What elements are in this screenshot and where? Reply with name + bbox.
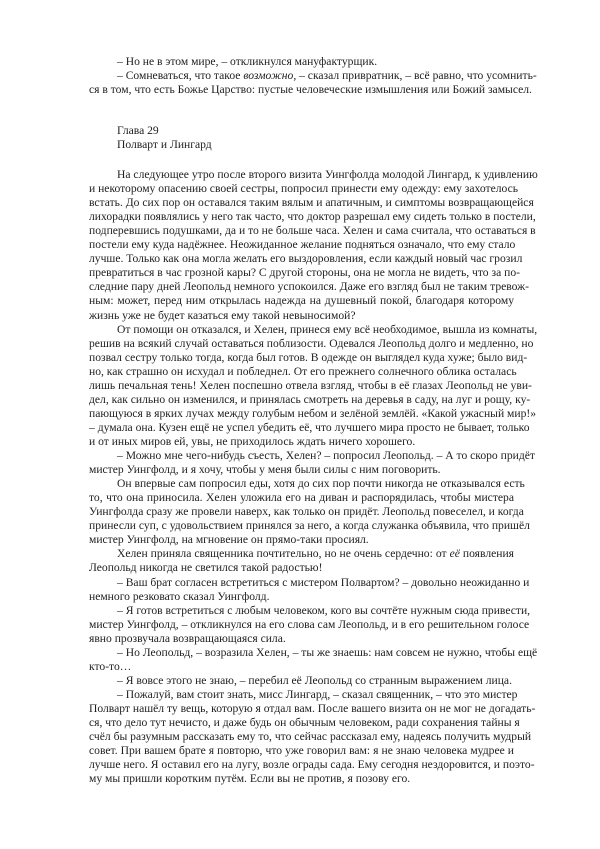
text-line: ся в том, что есть Божье Царство: пустые человеческие измышления или Божий замысел. bbox=[89, 83, 532, 96]
text-before-italic: – Сомневаться, что такое bbox=[117, 69, 244, 82]
chapter-title: Полварт и Лингард bbox=[117, 138, 212, 151]
text-line: лучше него. Я оставил его на лугу, возле ограды сада. Ему сегодня нездоровится, и поэто- bbox=[89, 758, 535, 772]
text-line: Леопольд никогда не светился такой радостью! bbox=[89, 561, 323, 575]
text-line: – Можно мне чего-нибудь съесть, Хелен? – попросил Леопольд. – А то скоро придёт bbox=[117, 449, 535, 462]
text-line: решив на всякий случай оставаться поблизости. Одевался Леопольд долго и медленно, но bbox=[89, 336, 534, 350]
text-line: дел, как сильно он изменился, и принялась смотреть на деревья в саду, на луг и рощу, ку- bbox=[89, 392, 531, 406]
text-line: На следующее утро после второго визита Уингфолда молодой Лингард, к удивлению bbox=[117, 168, 538, 181]
text-line: лишь печальная тень! Хелен поспешно отвела взгляд, чтобы в её глазах Леопольд не уви- bbox=[89, 378, 532, 392]
text-line: явно прозвучала возвращающаяся сила. bbox=[89, 631, 286, 645]
text-line: му мы пришли коротким путём. Если вы не против, я позову его. bbox=[89, 772, 411, 786]
text-line: превратиться в час грозной кары? С другой стороны, она не могла не видеть, что за по- bbox=[89, 266, 520, 280]
text-line: позвал сестру только тогда, когда был готов. В одежде он выглядел куда хуже; было вид- bbox=[89, 350, 528, 364]
text-line: подперевшись подушками, да и то не больше часа. Хелен и сама считала, что оставаться в bbox=[89, 224, 536, 238]
text-line: следние пару дней Леопольд немного успокоился. Даже его взгляд был не таким тревож- bbox=[89, 280, 530, 294]
text-line: – Но Леопольд, – возразила Хелен, – ты же знаешь: нам совсем не нужно, чтобы ещё bbox=[117, 645, 538, 659]
text-line bbox=[117, 69, 537, 83]
text-line: мистер Уингфолд, на мгновение он прямо-таки просиял. bbox=[89, 533, 369, 547]
text-line: мистер Уингфолд, – откликнулся на его слова сам Леопольд, и в его решительном голосе bbox=[89, 617, 530, 631]
text-line: лихорадки появлялись у него так часто, что доктор разрешал ему сидеть только в постели, bbox=[89, 210, 536, 224]
text-line: – Ваш брат согласен встретиться с мистером Полвартом? – довольно неожиданно и bbox=[117, 575, 530, 589]
text-line: но, как страшно он исхудал и побледнел. От его прежнего солнечного облика осталась bbox=[89, 364, 517, 378]
text-line: немного резковато сказал Уингфолд. bbox=[89, 589, 270, 603]
text-line: жизнь уже не будет казаться ему такой невыносимой? bbox=[89, 308, 356, 322]
italic-word: возможно bbox=[243, 69, 294, 82]
text-line: совет. При вашем брате я повторю, что уже говорил вам: я не знаю человека мудрее и bbox=[89, 744, 514, 758]
text-line: От помощи он отказался, и Хелен, принеся ему всё необходимое, вышла из комнаты, bbox=[117, 322, 538, 336]
text-line: постели ему куда надёжнее. Неожиданное желание подняться означало, что ему стало bbox=[89, 238, 516, 252]
text-line: Хелен приняла священника почтительно, но не очень сердечно: от её появления bbox=[117, 547, 514, 561]
text-line: кто-то… bbox=[89, 659, 132, 673]
italic-word: её bbox=[449, 547, 460, 561]
text-line: принесли суп, с удовольствием принялся за него, а когда служанка объявила, что пришёл bbox=[89, 519, 530, 533]
text-line: встать. До сих пор он оставался таким вялым и апатичным, и симптомы возвращающейся bbox=[89, 196, 534, 210]
text-line: – Пожалуй, вам стоит знать, мисс Лингард, – сказал священник, – что это мистер bbox=[117, 687, 518, 701]
text-line: – Я вовсе этого не знаю, – перебил её Леопольд со странным выражением лица. bbox=[117, 673, 512, 687]
text-line: лучше. Только как она могла желать его выздоровления, если каждый новый час грозил bbox=[89, 252, 523, 266]
text-line: – Я готов встретиться с любым человеком, кого вы сочтёте нужным сюда привести, bbox=[117, 603, 531, 617]
text-line: Полварт нашёл ту вещь, которую я отдал вам. После вашего визита он не мог не догадать- bbox=[89, 701, 536, 715]
text-line: Он впервые сам попросил еды, хотя до сих пор почти никогда не отказывался есть bbox=[117, 477, 525, 491]
text-line: ся, что дело тут нечисто, и даже будь он обычным человеком, ради сохранения тайны я bbox=[89, 716, 520, 729]
chapter-number: Глава 29 bbox=[117, 124, 159, 137]
text-line: счёл бы разумным рассказать ему то, что сейчас рассказал ему, надеясь получить мудрый bbox=[89, 730, 532, 743]
text-line: мистер Уингфолд, и я хочу, чтобы у меня были силы с ним поговорить. bbox=[89, 463, 441, 477]
text-after-italic: , – сказал привратник, – всё равно, что усомнить- bbox=[293, 69, 537, 82]
text-line: пающуюся в ярких лучах между голубым небом и зелёной землёй. «Какой ужасный мир!» bbox=[89, 406, 537, 420]
text-line: ным: может, перед ним открылась надежда на душевный покой, благодаря которому bbox=[89, 294, 514, 308]
text-line: – Но не в этом мире, – откликнулся мануфактурщик. bbox=[117, 55, 378, 68]
text-line: и некоторому опасению своей сестры, попросил принести ему одежду: ему захотелось bbox=[89, 182, 519, 196]
text-line: то, что она приносила. Хелен уложила его на диван и распорядилась, чтобы мистера bbox=[89, 491, 514, 505]
text-line: и от иных миров ей, увы, не приходилось ждать ничего хорошего. bbox=[89, 434, 416, 448]
text-line: – думала она. Кузен ещё не успел убедить её, что лучшего мира просто не бывает, только bbox=[89, 420, 530, 434]
text-line: Уингфолда сразу же провели наверх, как только он придёт. Леопольд повеселел, и когда bbox=[89, 505, 524, 519]
